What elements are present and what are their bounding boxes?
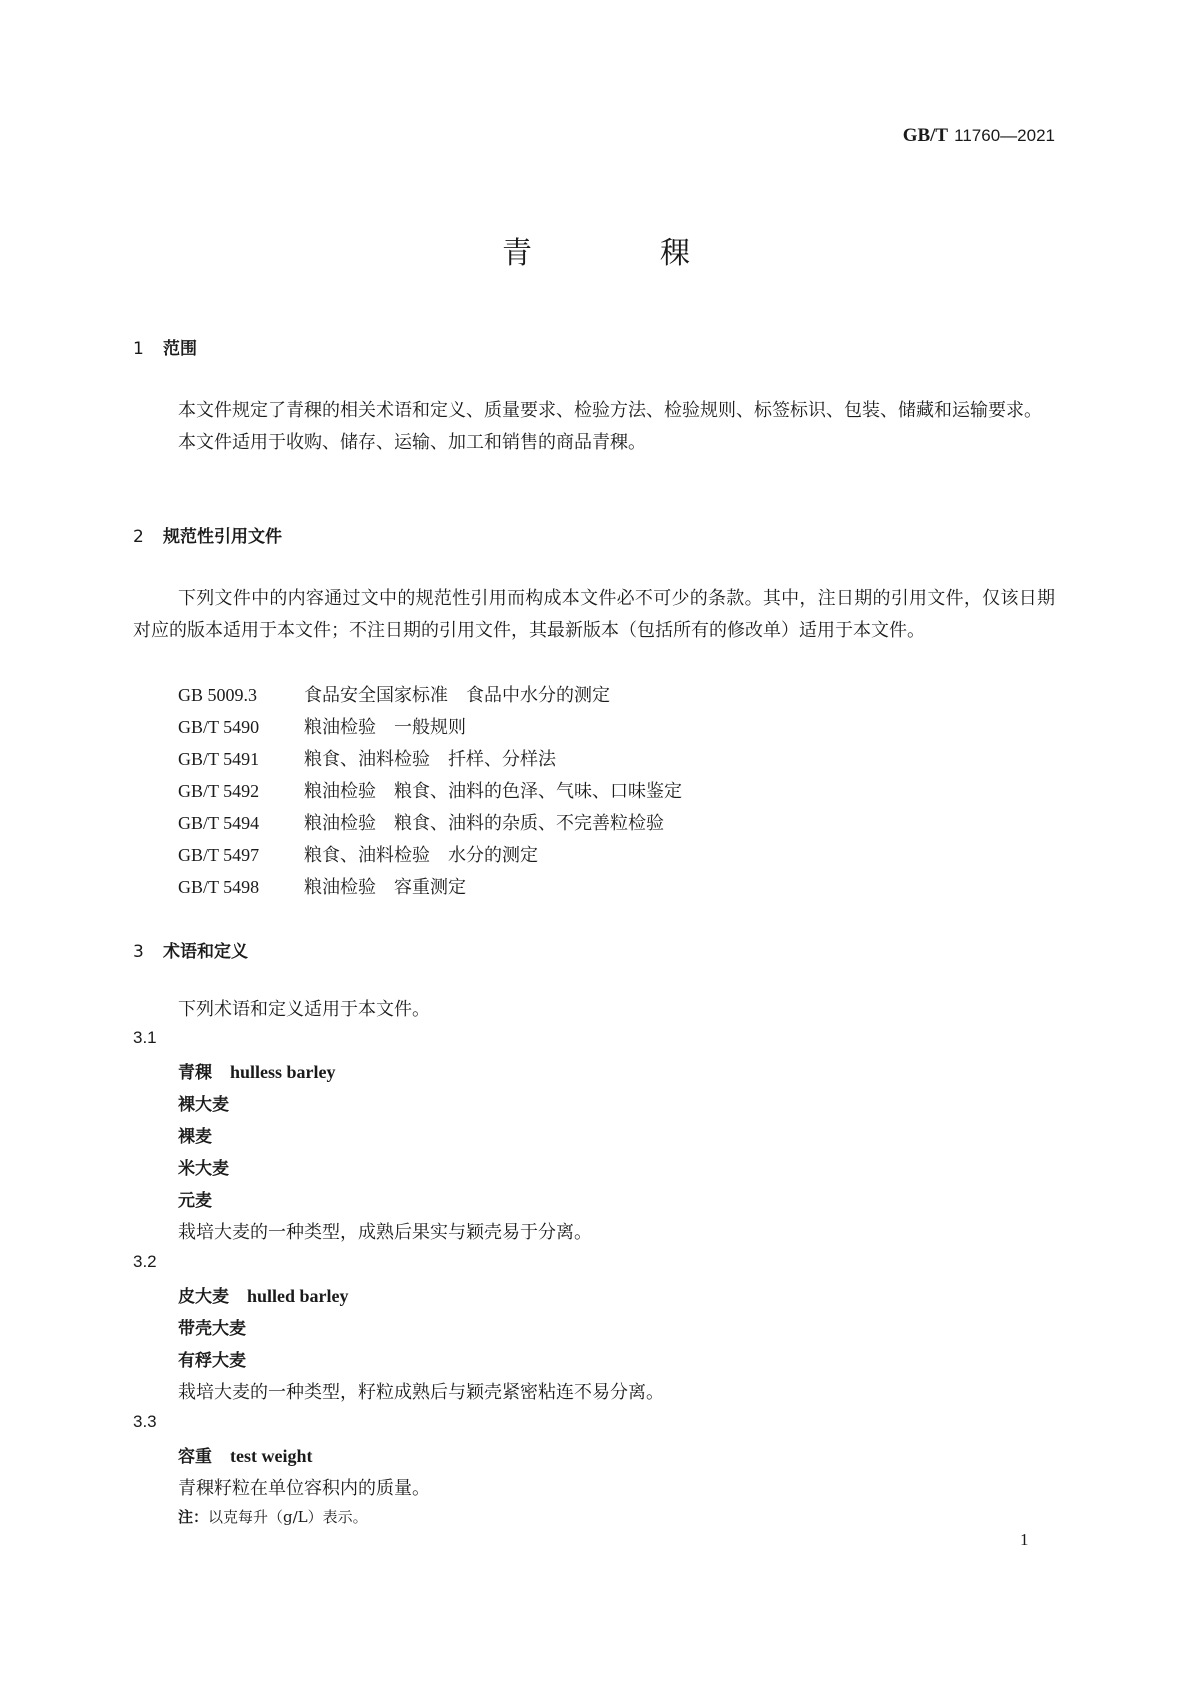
reference-item: GB/T 5492 粮油检验 粮食、油料的色泽、气味、口味鉴定 xyxy=(178,781,682,802)
title-char-1: 青 xyxy=(502,236,532,271)
term-synonym: 裸大麦 xyxy=(178,1095,229,1115)
term-note: 注：以克每升（g/L）表示。 xyxy=(178,1508,368,1526)
term-synonym: 米大麦 xyxy=(178,1159,229,1179)
term-synonym: 带壳大麦 xyxy=(178,1319,246,1339)
term-number: 3.2 xyxy=(133,1252,157,1271)
reference-item: GB 5009.3 食品安全国家标准 食品中水分的测定 xyxy=(178,685,610,706)
section-3-intro: 下列术语和定义适用于本文件。 xyxy=(178,999,430,1020)
page-number: 1 xyxy=(1020,1530,1029,1549)
standard-number: 11760—2021 xyxy=(954,126,1055,145)
term-heading: 容重 test weight xyxy=(178,1446,313,1467)
paragraph: 下列文件中的内容通过文中的规范性引用而构成本文件必不可少的条款。其中，注日期的引用文件，仅该日期对应的版本适用于本文件；不注日期的引用文件，其最新版本（包括所有的修改单）适用于本文件。 xyxy=(133,588,1055,641)
term-definition: 栽培大麦的一种类型，成熟后果实与颖壳易于分离。 xyxy=(178,1222,592,1243)
section-2-heading: 2 规范性引用文件 xyxy=(133,527,282,547)
term-synonym: 有稃大麦 xyxy=(178,1351,246,1371)
reference-item: GB/T 5497 粮食、油料检验 水分的测定 xyxy=(178,845,538,866)
title-char-2: 稞 xyxy=(660,236,690,271)
section-2-body xyxy=(133,583,1055,647)
term-number: 3.1 xyxy=(133,1028,157,1047)
paragraph: 本文件规定了青稞的相关术语和定义、质量要求、检验方法、检验规则、标签标识、包装、储藏和运输要求。 xyxy=(178,400,1042,421)
reference-item: GB/T 5491 粮食、油料检验 扦样、分样法 xyxy=(178,749,556,770)
term-definition: 青稞籽粒在单位容积内的质量。 xyxy=(178,1478,430,1499)
section-3-heading: 3 术语和定义 xyxy=(133,942,248,962)
term-synonym: 元麦 xyxy=(178,1191,212,1211)
reference-item: GB/T 5490 粮油检验 一般规则 xyxy=(178,717,466,738)
term-heading: 青稞 hulless barley xyxy=(178,1062,336,1083)
term-definition: 栽培大麦的一种类型，籽粒成熟后与颖壳紧密粘连不易分离。 xyxy=(178,1382,664,1403)
section-1-heading: 1 范围 xyxy=(133,339,197,359)
term-number: 3.3 xyxy=(133,1412,157,1431)
section-1-body xyxy=(133,395,1055,459)
term-synonym: 裸麦 xyxy=(178,1127,212,1147)
term-heading: 皮大麦 hulled barley xyxy=(178,1286,349,1307)
standard-code: GB/T xyxy=(902,125,949,146)
reference-item: GB/T 5494 粮油检验 粮食、油料的杂质、不完善粒检验 xyxy=(178,813,664,834)
reference-item: GB/T 5498 粮油检验 容重测定 xyxy=(178,877,466,898)
paragraph: 本文件适用于收购、储存、运输、加工和销售的商品青稞。 xyxy=(178,432,646,453)
standard-number-header xyxy=(903,124,1055,147)
